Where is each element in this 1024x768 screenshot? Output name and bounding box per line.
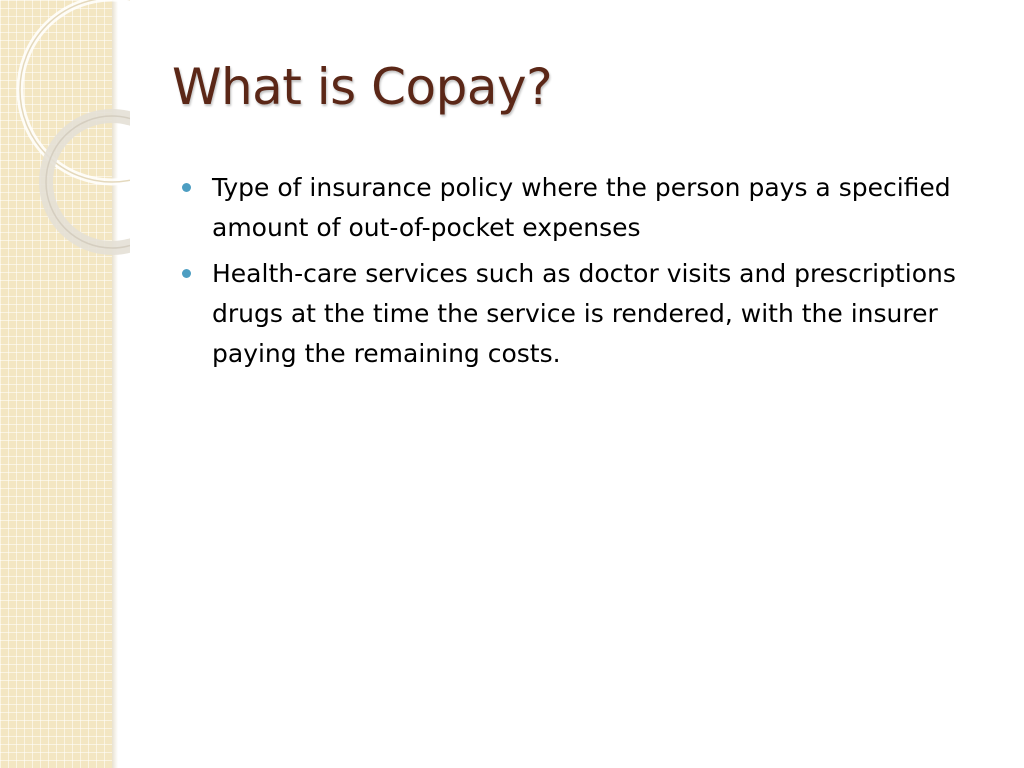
bullet-list xyxy=(182,168,992,380)
bullet-dot-icon xyxy=(182,269,191,278)
bullet-dot-icon xyxy=(182,183,191,192)
bullet-text: Health-care services such as doctor visits and prescriptions drugs at the time the service is rendered, with the insurer paying the remaining costs. xyxy=(212,259,956,368)
bullet-text: Type of insurance policy where the person pays a specified amount of out-of-pocket expenses xyxy=(212,173,951,242)
bullet-item xyxy=(182,168,992,248)
bullet-item xyxy=(182,254,992,374)
slide-title: What is Copay? xyxy=(172,58,553,116)
decorative-rings xyxy=(0,0,130,260)
